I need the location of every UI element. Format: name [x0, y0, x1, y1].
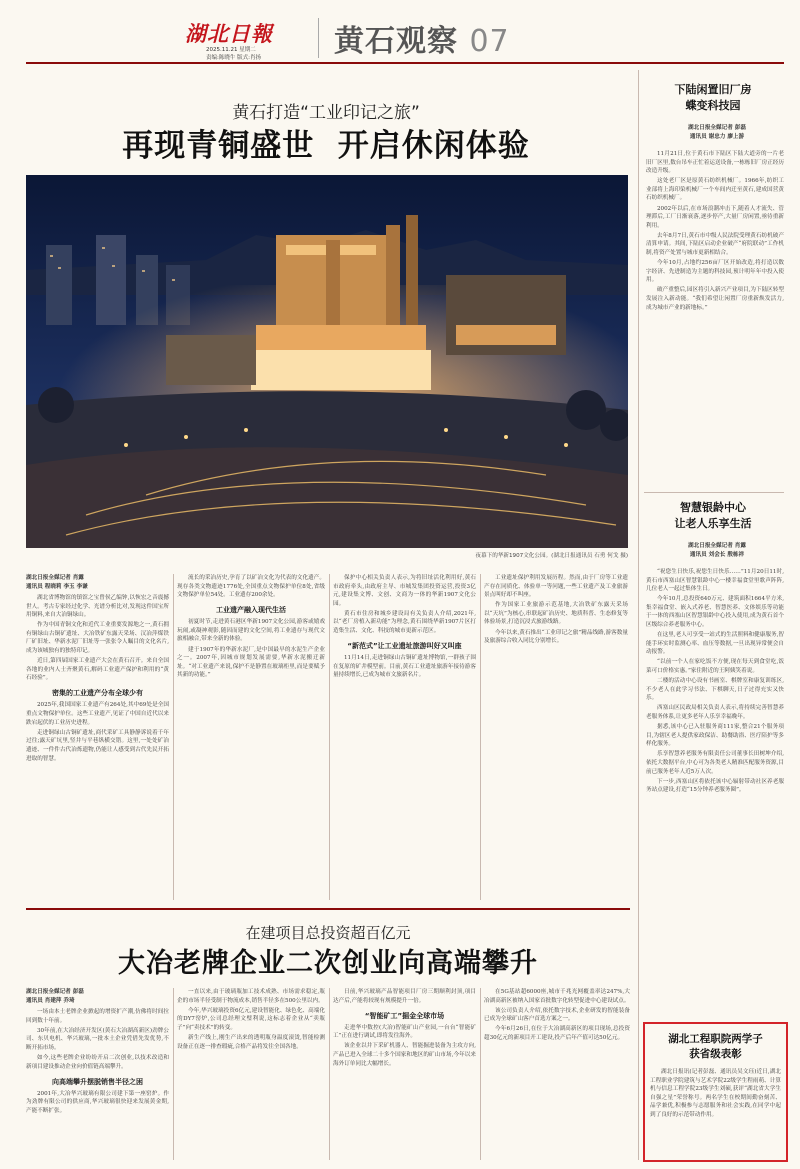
bottom-top-rule: [26, 908, 630, 910]
lead-byline: 湖北日报全媒记者 肖露 通讯员 程晓莉 李玉 李谦: [26, 575, 88, 590]
bottom-col3b-body: [333, 1024, 476, 1070]
paragraph: 30年前,在大冶经济开发区(黄石大冶湖高新区)劲牌公司、东贝电机、华兴玻璃,一批本土企业凭借先发优势,不断开拓市场。: [26, 1027, 169, 1051]
paragraph: 走进华中数控(大冶)智能矿山产业园,一台台“智能矿工”正在进行调试,即将发往海外。: [333, 1024, 476, 1040]
bottom-column-3: [333, 988, 476, 1160]
paragraph: 在这里,老人可享受一站式的生活照料和健康服务,智能手环实时监测心率、血压等数据,一旦出现异常便会自动报警。: [646, 632, 784, 656]
bottom-column-2: [177, 988, 325, 1160]
paragraph: 2025年,我国国家工业遗产有264处,其中69处是全国重点文物保护单位。这些工业遗产,见证了中国自近代以来跌宕起伏的工业历史进程。: [26, 702, 169, 726]
paragraph: 2002年以后,在市场浪潮冲击下,随着人才流失、管理滞后,工厂日渐衰落,逐步停产,大量厂房闲置,亟待重新利用。: [646, 205, 784, 229]
column-rule: [173, 574, 174, 900]
paragraph: 乐享智慧养老服务有限责任公司董事长田树坤介绍,依托大数据平台,中心可为各类老人精准匹配服务资源,目前已服务老年人近5万人次。: [646, 751, 784, 775]
lead-photo: [26, 175, 628, 548]
bottom-subhead-1: 向高端攀升摆脱销售半径之困: [52, 1077, 143, 1086]
paragraph: “以前一个人在家吃饭不方便,现在每天到食堂吃,饭菜可口价格实惠。”家住附近的王阿姨笑着说。: [646, 659, 784, 675]
bottom-headline: 大冶老牌企业二次创业向高端攀升: [118, 948, 538, 979]
paragraph: 今年以来,黄石推出“工业印记之旅”精品线路,游客数量及旅游综合收入同比分别增长。: [484, 629, 628, 645]
paragraph: 11月21日,位于黄石市下陆区下陆大道旁的一片老旧厂区里,数台吊车正忙着运送设备,一栋栋旧厂房正经历改造升级。: [646, 151, 784, 175]
bottom-col3-body: [333, 988, 476, 1007]
lead-col1-body: [26, 594, 169, 684]
paragraph: 今年10月,占地约256亩厂区开始改造,将打造以数字经济、先进制造为主题的科技园,预计明年年中投入使用。: [646, 260, 784, 284]
paragraph: 走进铜绿山古铜矿遗址,商代采矿工具静静诉说着千年过往;露天矿坑里,竖井与平巷纵横交错。这里,一处处矿冶遗迹、一件件古代冶炼遗物,仍能让人感受到古代先民开拓进取的智慧。: [26, 729, 169, 762]
paragraph: 在5G基站超6000座,城市千兆光网覆盖率达247%,大冶湖高新区被纳入国家首批数字化转型促进中心建设试点。: [484, 989, 630, 1004]
paragraph: 破产重整后,园区将引入新兴产业项目,为下陆区转型发展注入新动能。“我们希望让闲置厂房重新焕发活力,成为城市产业的新地标。”: [646, 287, 784, 311]
paragraph: 初夏时节,走进黄石港区华新1907文化公园,游客或嬉戏玩闹,或凝神观影,随因而建的文化空间,将工业遗存与现代文旅相融合,带来全新的体验。: [177, 619, 325, 643]
column-rule: [480, 574, 481, 900]
paragraph: 2001年,大冶华兴玻璃有限公司建下第一座窑炉。作为劲牌有限公司的供应商,华兴玻璃很快迎来发展黄金期,产能不断扩张。: [26, 1090, 169, 1114]
masthead-logo: 湖北日報: [185, 21, 273, 46]
paragraph: 今年6月26日,在位于大冶湖高新区的项目现场,总投资超30亿元的新项目开工建设,投产后年产值可达50亿元。: [484, 1026, 630, 1041]
lead-subhead-1: 密集的工业遗产分布全球少有: [52, 689, 143, 698]
paragraph: 作为中国青铜文化和近代工业重要发源地之一,黄石拥有铜绿山古铜矿遗址、大冶铁矿东露天采场、汉冶萍煤铁厂矿旧址、华新水泥厂旧址等一张张令人瞩目的文化名片,成为该城独有的独特印记。: [26, 622, 169, 655]
right-mid-body: [646, 568, 784, 1018]
paragraph: 该企业以井下采矿机器人、智能掘进装备为主攻方向,产品已进入全球二十多个国家和地区的矿山市场,今年以来海外订单同比大幅增长。: [333, 1043, 476, 1067]
paragraph: 西塞山区民政局相关负责人表示,将持续完善智慧养老服务体系,让更多老年人乐享幸福晚年。: [646, 705, 784, 720]
night-park-illustration: [26, 175, 628, 548]
paragraph: 日前,华兴玻璃产品智能项目厂房三期顺利封顶,项目达产后,产能将较现有规模提升一倍。: [333, 989, 476, 1004]
paragraph: 作为国家工业旅游示范基地,大冶铁矿东露天采场以“天坑”为核心,串联起矿冶历史、地质科普、生态修复等体验场景,打造沉浸式旅游线路。: [484, 602, 628, 626]
lead-col3b-body: [333, 654, 476, 681]
paragraph: 新生产线上,刚生产出来的透明瓶身温度滚烫,智能检测设备正在逐一排查瑕疵,合格产品将发往全国各地。: [177, 1034, 325, 1050]
right-top-body: [646, 150, 784, 485]
right-mid-byline: 湖北日报全媒记者 肖露 通讯员 刘会长 殷栋祥: [688, 543, 746, 558]
bottom-column-1: [26, 988, 169, 1163]
right-top-headline: 下陆闲置旧厂房 蝶变科技园: [674, 83, 752, 112]
paragraph: 工业遗址保护利用发展历程。然而,由于厂房等工业遗产存在同质化、体验单一等问题,一些工业遗产及工业旅游景点叫好却不叫座。: [484, 575, 628, 599]
lead-subhead-2: 工业遗产融入现代生活: [216, 606, 286, 615]
paragraph: 如今,这些老牌企业纷纷开启二次创业,以技术改造和新项目建设推动企业向价值链高端攀升。: [26, 1054, 169, 1070]
photo-caption: 夜幕下的华新1907文化公园。(湖北日报通讯员 石勇 何戈 摄): [475, 553, 628, 559]
lead-headline: 再现青铜盛世 开启休闲体验: [122, 128, 530, 164]
paragraph: 近日,第四届国家工业遗产大会在黄石召开。来自全国各地的业内人士齐聚黄石,解码工业遗产保护和利用的“黄石经验”。: [26, 658, 169, 682]
right-mid-headline: 智慧银龄中心 让老人乐享生活: [674, 501, 752, 530]
paragraph: 黄石市住房和城乡建设局有关负责人介绍,2021年,以“老厂房植入新功能”为理念,黄石围绕华新1907片区打造集生活、文化、科技的城市更新示范区。: [333, 610, 476, 635]
paragraph: 今年10月,总投资640万元、建筑面积1664平方米,集幸福食堂、嵌入式养老、智慧医养、文体娱乐等功能于一体的西塞山区智慧银龄中心投入使用,成为黄石首个区级综合养老服务中心。: [646, 596, 784, 629]
bottom-col1b-body: [26, 1090, 169, 1117]
masthead-rule: [26, 62, 784, 64]
bottom-column-4: [484, 988, 630, 1160]
right-divider: [644, 492, 784, 493]
masthead-divider: [318, 18, 319, 58]
paragraph: 建于1907年的华新水泥厂,是中国最早的水泥生产企业之一。2007年,因城市规划发展需要,华新水泥搬迁新址。“对工业遗产来说,保护不是静置在玻璃柜里,而是要赋予其新的功能。”: [177, 646, 325, 679]
paragraph: “祝您生日快乐,祝您生日快乐……”11月20日11时,黄石市西塞山区智慧银龄中心一楼幸福食堂里歌声阵阵,几位老人一起过集体生日。: [646, 569, 784, 593]
lead-col3-body: [333, 574, 476, 637]
page-number: 07: [469, 24, 510, 59]
right-top-byline: 湖北日报全媒记者 彭磊 通讯员 谢忠力 廖上游: [688, 125, 746, 140]
lead-column-1: [26, 574, 169, 900]
bottom-subhead-2: “智能矿工”掘金全球市场: [364, 1011, 445, 1020]
paragraph: 一直以来,由于玻璃瓶加工技术成熟、市场需求稳定,瓶企的市场半径受制于物流成本,销售半径多在500公里以内。: [177, 989, 325, 1004]
paragraph: 湖北省博物馆的镇馆之宝曾侯乙编钟,以恢宏之音震撼世人。考古专家经过化学、光谱分析比对,发现这件国宝所用铜料,来自大冶铜绿山。: [26, 595, 169, 619]
bottom-kicker: 在建项目总投资超百亿元: [245, 924, 411, 942]
lead-column-2: [177, 574, 325, 900]
brief-body: 湖北日报讯(记者彭磊、通讯员吴文珏)近日,湖北工程职业学院建筑与艺术学院22级学生程雨萌、计算机与信息工程学院23级学生刘硕,获评“湖北省大学生自强之星”荣誉称号。两名学生在校期间勤奋刻苦、品学兼优,积极参与志愿服务和社会实践,在同学中起到了良好的示范带动作用。: [650, 1069, 781, 1118]
paragraph: 流长的采冶历史,孕育了以矿冶文化为代表的文化遗产。现存各类文物遗迹1776处,全国重点文物保护单位8处,省级文物保护单位54处。工业遗存200余处。: [177, 575, 325, 599]
brief-headline: 湖北工程职院两学子 获省级表彰: [668, 1033, 763, 1060]
section-title-text: 黄石观察: [334, 24, 458, 59]
paragraph: 11月14日,走进铜绿山古铜矿遗址博物馆,一群孩子围在复原的矿井模型前。目前,黄石工业遗址旅游年接待游客量持续增长,已成为城市文旅新名片。: [333, 655, 476, 679]
masthead-date: 2025.11.21 星期二: [206, 47, 256, 53]
page-column-rule: [638, 70, 639, 1160]
lead-col4-body: [484, 574, 628, 647]
lead-kicker: 黄石打造“工业印记之旅”: [232, 103, 420, 123]
column-rule: [329, 988, 330, 1160]
column-rule: [480, 988, 481, 1160]
lead-col2-body: [177, 574, 325, 601]
bottom-col1-body: [26, 1008, 169, 1073]
bottom-byline: 湖北日报全媒记者 彭磊 通讯员 肖建萍 乔琦: [26, 989, 84, 1004]
lead-col2b-body: [177, 618, 325, 681]
paragraph: 今年,华兴玻璃投资6亿元,建设智能化、绿色化、高端化的DY7窑炉,公司总经理文璧利说,这标志着企业从“卖瓶子”向“卖技术”的转变。: [177, 1007, 325, 1031]
section-title: [334, 16, 510, 60]
column-rule: [329, 574, 330, 900]
lead-column-3: [333, 574, 476, 900]
paragraph: 二楼的活动中心设有书画室、棋牌室和康复训练区,不少老人在此学习书法、下棋聊天,日子过得充实又快乐。: [646, 678, 784, 702]
paragraph: 该公司负责人介绍,依托数字技术,企业研发的智能装备已成为全球矿山客户首选方案之一。: [484, 1007, 630, 1023]
paragraph: 一场由本土老牌企业掀起的增资扩产潮,仿佛将时间拉回到数十年前。: [26, 1009, 169, 1024]
column-rule: [173, 988, 174, 1160]
paragraph: 去年8月7日,黄石市中级人民法院受理黄石纺机破产清算申请。其间,下陆区启动企业破产“府院联动”工作机制,将资产处置与城市更新相结合。: [646, 232, 784, 257]
paragraph: 据悉,该中心已入驻服务商111家,整合21个服务项目,为辖区老人提供家政保洁、助餐助浴、医疗陪护等多样化服务。: [646, 724, 784, 748]
lead-column-4: [484, 574, 628, 900]
lead-col1b-body: [26, 701, 169, 764]
lead-subhead-3: “新范式”让工业遗址旅游叫好又叫座: [347, 642, 462, 651]
paragraph: 下一步,西塞山区将依托该中心辐射带动社区养老服务站点建设,打造“15分钟养老服务圈”。: [646, 778, 784, 794]
brief-box: [643, 1022, 788, 1162]
paragraph: 保护中心相关负责人表示,为将旧址活化利用好,黄石市政府牵头,由政府主导、市城发集团投资运营,投资3亿元,建设集文博、文创、文商为一体的华新1907文化公园。: [333, 575, 476, 607]
masthead-editor: 责编:陈晓牛 版式:肖扬: [206, 55, 261, 61]
paragraph: 这处老厂区是原黄石纺织机械厂。1966年,纺织工业部将上海印染机械厂一个车间内迁至黄石,建成国营黄石纺织机械厂。: [646, 178, 784, 202]
